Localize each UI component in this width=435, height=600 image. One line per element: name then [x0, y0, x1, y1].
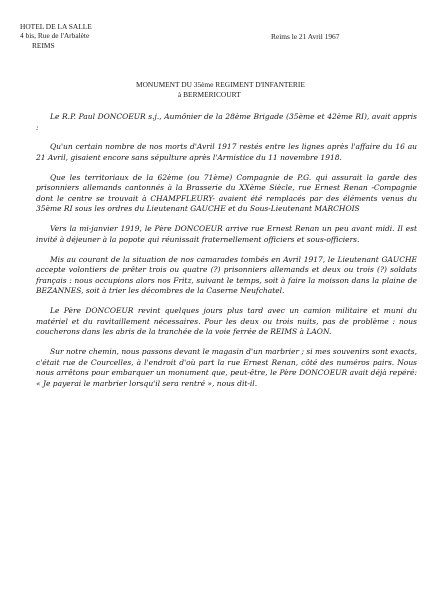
- sender-address: [20, 22, 92, 50]
- letter-body: [36, 112, 417, 399]
- paragraph: Vers la mi-janvier 1919, le Père DONCOEUR arrive rue Ernest Renan un peu avant midi. Il est invité à déjeuner à la popote qui réunissait fraternellement officiers et sous-officiers.: [36, 224, 417, 244]
- sender-street: 4 bis, Rue de l'Arbalète: [20, 31, 90, 41]
- paragraph-intro: Le R.P. Paul DONCOEUR s.j., Aumônier de la 28ème Brigade (35ème et 42ème RI), avait appris :: [36, 112, 417, 132]
- title-line-1: MONUMENT DU 35ème REGIMENT D'INFANTERIE: [136, 80, 305, 89]
- paragraph: Que les territoriaux de la 62ème (ou 71ème) Compagnie de P.G. qui assurait la garde des prisonniers allemands cantonnés à la Brasserie du XXème Siècle, rue Ernest Renan -Compagnie dont le centre se trouvait à CHAMPFLEURY- avaient été remplacés par des éléments venus du 35ème RI sous les ordres du Lieutenant GAUCHE et du Sous-Lieutenant MARCHOIS: [36, 172, 417, 213]
- paragraph: Mis au courant de la situation de nos camarades tombés en Avril 1917, le Lieutenant GAUCHE accepte volontiers de prêter trois ou quatre (?) prisonniers allemands et deux ou trois (?) soldats français : nous occupions alors nos Fritz, suivant le temps, soit à faire la moisson dans la plaine de BEZANNES, soit à trier les décombres de la Caserne Neufchatel.: [36, 254, 417, 295]
- sender-name: HOTEL DE LA SALLE: [20, 22, 92, 31]
- paragraph: Le Père DONCOEUR revint quelques jours plus tard avec un camion militaire et muni du matériel et du ravitaillement nécessaires. Pour les deux ou trois nuits, pas de problème : nous coucherons dans les abris de la tranchée de la voie ferrée de REIMS à LAON.: [36, 306, 417, 336]
- paragraph: Sur notre chemin, nous passons devant le magasin d'un marbrier ; si mes souvenirs sont exacts, c'était rue de Courcelles, à l'endroit d'où part la rue Ernest Renan, côté des numéros pairs. Nous nous arrêtons pour embarquer un monument que, peut-être, le Père DONCOEUR avait déjà repéré: « Je payerai le marbrier lorsqu'il sera rentré », nous dit-il.: [36, 347, 417, 388]
- paragraph: Qu'un certain nombre de nos morts d'Avril 1917 restés entre les lignes après l'affaire du 16 au 21 Avril, gisaient encore sans sépulture après l'Armistice du 11 novembre 1918.: [36, 142, 417, 162]
- letter-date: Reims le 21 Avril 1967: [271, 32, 340, 41]
- sender-city: REIMS: [32, 40, 55, 50]
- document-title: [136, 80, 356, 100]
- title-line-2: à BERMERICOURT: [178, 90, 241, 99]
